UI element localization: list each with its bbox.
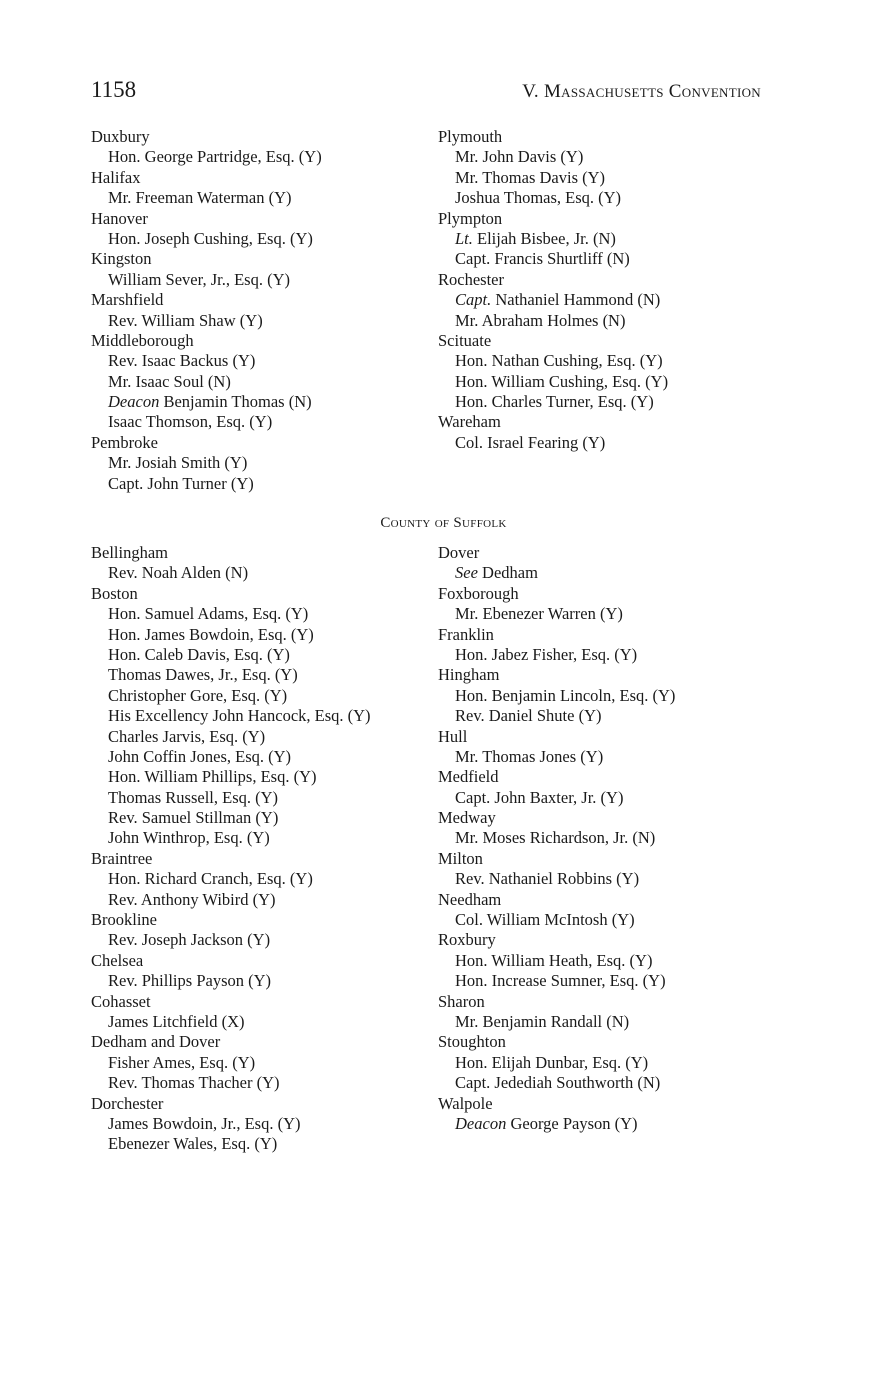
delegate-name: Rev. Thomas Thacher (Y) <box>108 1073 280 1093</box>
delegate-name: John Coffin Jones, Esq. (Y) <box>108 746 292 766</box>
delegate-entry <box>438 372 778 392</box>
delegate-name: Hon. William Phillips, Esq. (Y) <box>108 767 317 787</box>
delegate-name: Charles Jarvis, Esq. (Y) <box>108 726 266 746</box>
delegate-name: Rev. Phillips Payson (Y) <box>108 971 272 991</box>
delegate-name: Mr. John Davis (Y) <box>455 147 584 167</box>
delegate-entry <box>438 971 778 991</box>
delegate-name: Col. Israel Fearing (Y) <box>455 432 606 452</box>
town-name: Bellingham <box>91 543 168 562</box>
delegate-name: Capt. Jedediah Southworth (N) <box>455 1073 661 1093</box>
delegate-entry <box>91 147 431 167</box>
town-name: Sharon <box>438 991 485 1011</box>
delegate-name: Mr. Benjamin Randall (N) <box>455 1011 630 1031</box>
delegate-name: Hon. Charles Turner, Esq. (Y) <box>455 392 654 412</box>
town-name: Pembroke <box>91 432 158 452</box>
delegate-name: Nathaniel Hammond (N) <box>495 290 661 310</box>
town-name: Plympton <box>438 208 503 228</box>
delegate-entry <box>438 951 778 971</box>
delegate-name: Hon. Richard Cranch, Esq. (Y) <box>108 869 313 889</box>
delegate-entry <box>438 392 778 412</box>
delegate-entry <box>438 1053 778 1073</box>
delegate-entry <box>91 311 431 331</box>
delegate-name: Rev. William Shaw (Y) <box>108 310 263 330</box>
delegate-name: James Litchfield (X) <box>108 1011 245 1031</box>
delegate-name: Isaac Thomson, Esq. (Y) <box>108 412 273 432</box>
county-heading: County of Suffolk <box>380 515 507 531</box>
delegate-entry <box>91 474 431 494</box>
delegate-name: James Bowdoin, Jr., Esq. (Y) <box>108 1113 301 1133</box>
delegate-entry <box>438 290 778 310</box>
delegate-name: Hon. Elijah Dunbar, Esq. (Y) <box>455 1052 649 1072</box>
delegate-title: Lt. <box>455 228 473 248</box>
delegate-entry <box>438 869 778 889</box>
town-name: Plymouth <box>438 127 503 146</box>
delegate-entry <box>91 1012 431 1032</box>
delegate-name: George Payson (Y) <box>510 1113 638 1133</box>
delegate-entry <box>438 1073 778 1093</box>
delegate-name: Rev. Nathaniel Robbins (Y) <box>455 869 640 889</box>
delegate-entry <box>438 229 778 249</box>
delegate-entry <box>91 229 431 249</box>
delegate-entry <box>438 604 778 624</box>
delegate-name: Hon. Joseph Cushing, Esq. (Y) <box>108 228 313 248</box>
delegate-name: Hon. William Heath, Esq. (Y) <box>455 950 653 970</box>
delegate-entry <box>438 311 778 331</box>
delegate-entry <box>91 351 431 371</box>
delegate-title: Deacon <box>455 1113 507 1133</box>
delegate-entry <box>91 1053 431 1073</box>
delegate-entry <box>91 890 431 910</box>
delegate-name: Rev. Joseph Jackson (Y) <box>108 930 271 950</box>
town-name: Needham <box>438 889 502 909</box>
delegate-name: Rev. Samuel Stillman (Y) <box>108 808 279 828</box>
town-name: Chelsea <box>91 950 144 970</box>
delegate-entry <box>91 1134 431 1154</box>
delegate-entry <box>438 706 778 726</box>
left-column <box>91 543 431 1155</box>
delegate-entry <box>438 747 778 767</box>
delegate-name: Mr. Moses Richardson, Jr. (N) <box>455 828 656 848</box>
town-name: Boston <box>91 583 138 603</box>
delegate-name: Mr. Freeman Waterman (Y) <box>108 188 292 208</box>
delegate-entry <box>91 686 431 706</box>
delegate-entry <box>91 604 431 624</box>
delegate-name: Col. William McIntosh (Y) <box>455 910 635 930</box>
town-name: Cohasset <box>91 991 151 1011</box>
right-column <box>438 127 778 453</box>
delegate-entry <box>438 563 778 583</box>
delegate-entry <box>91 727 431 747</box>
delegate-name: William Sever, Jr., Esq. (Y) <box>108 269 290 289</box>
delegate-entry <box>438 147 778 167</box>
delegate-entry <box>438 788 778 808</box>
delegate-name: Capt. John Baxter, Jr. (Y) <box>455 787 624 807</box>
delegate-entry <box>438 645 778 665</box>
delegate-name: Mr. Thomas Jones (Y) <box>455 746 604 766</box>
town-name: Walpole <box>438 1093 493 1113</box>
left-column <box>91 127 431 494</box>
delegate-entry <box>438 1012 778 1032</box>
delegate-entry <box>91 747 431 767</box>
delegate-name: Thomas Dawes, Jr., Esq. (Y) <box>108 665 298 685</box>
delegate-entry <box>91 1114 431 1134</box>
town-name: Foxborough <box>438 583 519 603</box>
delegate-name: Hon. James Bowdoin, Esq. (Y) <box>108 624 314 644</box>
town-name: Roxbury <box>438 930 496 950</box>
page-number: 1158 <box>91 77 137 102</box>
town-name: Stoughton <box>438 1032 506 1052</box>
delegate-name: Hon. Benjamin Lincoln, Esq. (Y) <box>455 685 676 705</box>
delegate-name: Hon. Nathan Cushing, Esq. (Y) <box>455 351 663 371</box>
delegate-name: Ebenezer Wales, Esq. (Y) <box>108 1134 278 1154</box>
delegate-name: Hon. George Partridge, Esq. (Y) <box>108 147 322 167</box>
delegate-entry <box>438 249 778 269</box>
delegate-name: Fisher Ames, Esq. (Y) <box>108 1052 256 1072</box>
delegate-name: Benjamin Thomas (N) <box>163 392 312 412</box>
town-name: Scituate <box>438 330 492 350</box>
town-name: Franklin <box>438 624 494 644</box>
delegate-name: Hon. Caleb Davis, Esq. (Y) <box>108 644 290 664</box>
delegate-name: Rev. Daniel Shute (Y) <box>455 706 602 726</box>
delegate-entry <box>91 645 431 665</box>
running-head: V. Massachusetts Convention <box>522 81 761 102</box>
delegate-entry <box>438 433 778 453</box>
delegate-entry <box>91 767 431 787</box>
delegate-entry <box>438 188 778 208</box>
delegate-entry <box>91 412 431 432</box>
delegate-name: Hon. William Cushing, Esq. (Y) <box>455 371 669 391</box>
delegate-entry <box>91 828 431 848</box>
delegate-title: Capt. <box>455 290 492 310</box>
delegate-name: Hon. Samuel Adams, Esq. (Y) <box>108 604 309 624</box>
delegate-entry <box>438 686 778 706</box>
delegate-entry <box>438 910 778 930</box>
town-name: Dedham and Dover <box>91 1032 221 1052</box>
delegate-name: John Winthrop, Esq. (Y) <box>108 828 270 848</box>
delegate-entry <box>91 971 431 991</box>
delegate-name: Mr. Ebenezer Warren (Y) <box>455 604 623 624</box>
delegate-entry <box>91 563 431 583</box>
town-name: Dorchester <box>91 1093 164 1113</box>
delegate-entry <box>91 270 431 290</box>
delegate-name: Dedham <box>482 563 538 583</box>
delegate-entry <box>91 808 431 828</box>
delegate-name: Joshua Thomas, Esq. (Y) <box>455 188 622 208</box>
delegate-name: Hon. Jabez Fisher, Esq. (Y) <box>455 644 638 664</box>
town-name: Marshfield <box>91 290 164 310</box>
delegate-entry <box>438 168 778 188</box>
town-name: Braintree <box>91 848 153 868</box>
delegate-name: Mr. Isaac Soul (N) <box>108 371 231 391</box>
delegate-entry <box>91 188 431 208</box>
delegate-name: Rev. Noah Alden (N) <box>108 563 249 583</box>
delegate-entry <box>438 351 778 371</box>
town-name: Hull <box>438 726 468 746</box>
delegate-entry <box>91 665 431 685</box>
delegate-name: His Excellency John Hancock, Esq. (Y) <box>108 706 371 726</box>
delegate-title: Deacon <box>108 392 160 412</box>
delegate-name: Rev. Isaac Backus (Y) <box>108 351 256 371</box>
delegate-entry <box>91 625 431 645</box>
town-name: Hanover <box>91 208 148 228</box>
delegate-entry <box>91 930 431 950</box>
delegate-entry <box>91 1073 431 1093</box>
delegate-name: Hon. Increase Sumner, Esq. (Y) <box>455 971 666 991</box>
delegate-title: See <box>455 563 478 583</box>
town-name: Medway <box>438 808 496 828</box>
delegate-name: Rev. Anthony Wibird (Y) <box>108 889 276 909</box>
delegate-entry <box>438 1114 778 1134</box>
delegate-name: Capt. Francis Shurtliff (N) <box>455 249 630 269</box>
town-name: Milton <box>438 848 483 868</box>
delegate-entry <box>91 453 431 473</box>
delegate-entry <box>91 392 431 412</box>
delegate-entry <box>91 869 431 889</box>
town-name: Wareham <box>438 412 501 432</box>
delegate-name: Mr. Abraham Holmes (N) <box>455 310 626 330</box>
delegate-name: Capt. John Turner (Y) <box>108 473 254 493</box>
delegate-name: Mr. Josiah Smith (Y) <box>108 453 248 473</box>
town-name: Rochester <box>438 269 504 289</box>
town-name: Brookline <box>91 910 157 930</box>
delegate-name: Thomas Russell, Esq. (Y) <box>108 787 279 807</box>
delegate-name: Mr. Thomas Davis (Y) <box>455 167 606 187</box>
delegate-name: Elijah Bisbee, Jr. (N) <box>477 228 616 248</box>
delegate-entry <box>438 828 778 848</box>
town-name: Kingston <box>91 249 152 269</box>
town-name: Duxbury <box>91 127 150 146</box>
town-name: Dover <box>438 543 480 562</box>
town-name: Halifax <box>91 167 141 187</box>
delegate-entry <box>91 706 431 726</box>
delegate-entry <box>91 372 431 392</box>
right-column <box>438 543 778 1134</box>
town-name: Hingham <box>438 665 500 685</box>
delegate-entry <box>91 788 431 808</box>
delegate-name: Christopher Gore, Esq. (Y) <box>108 685 288 705</box>
town-name: Medfield <box>438 767 499 787</box>
town-name: Middleborough <box>91 330 194 350</box>
